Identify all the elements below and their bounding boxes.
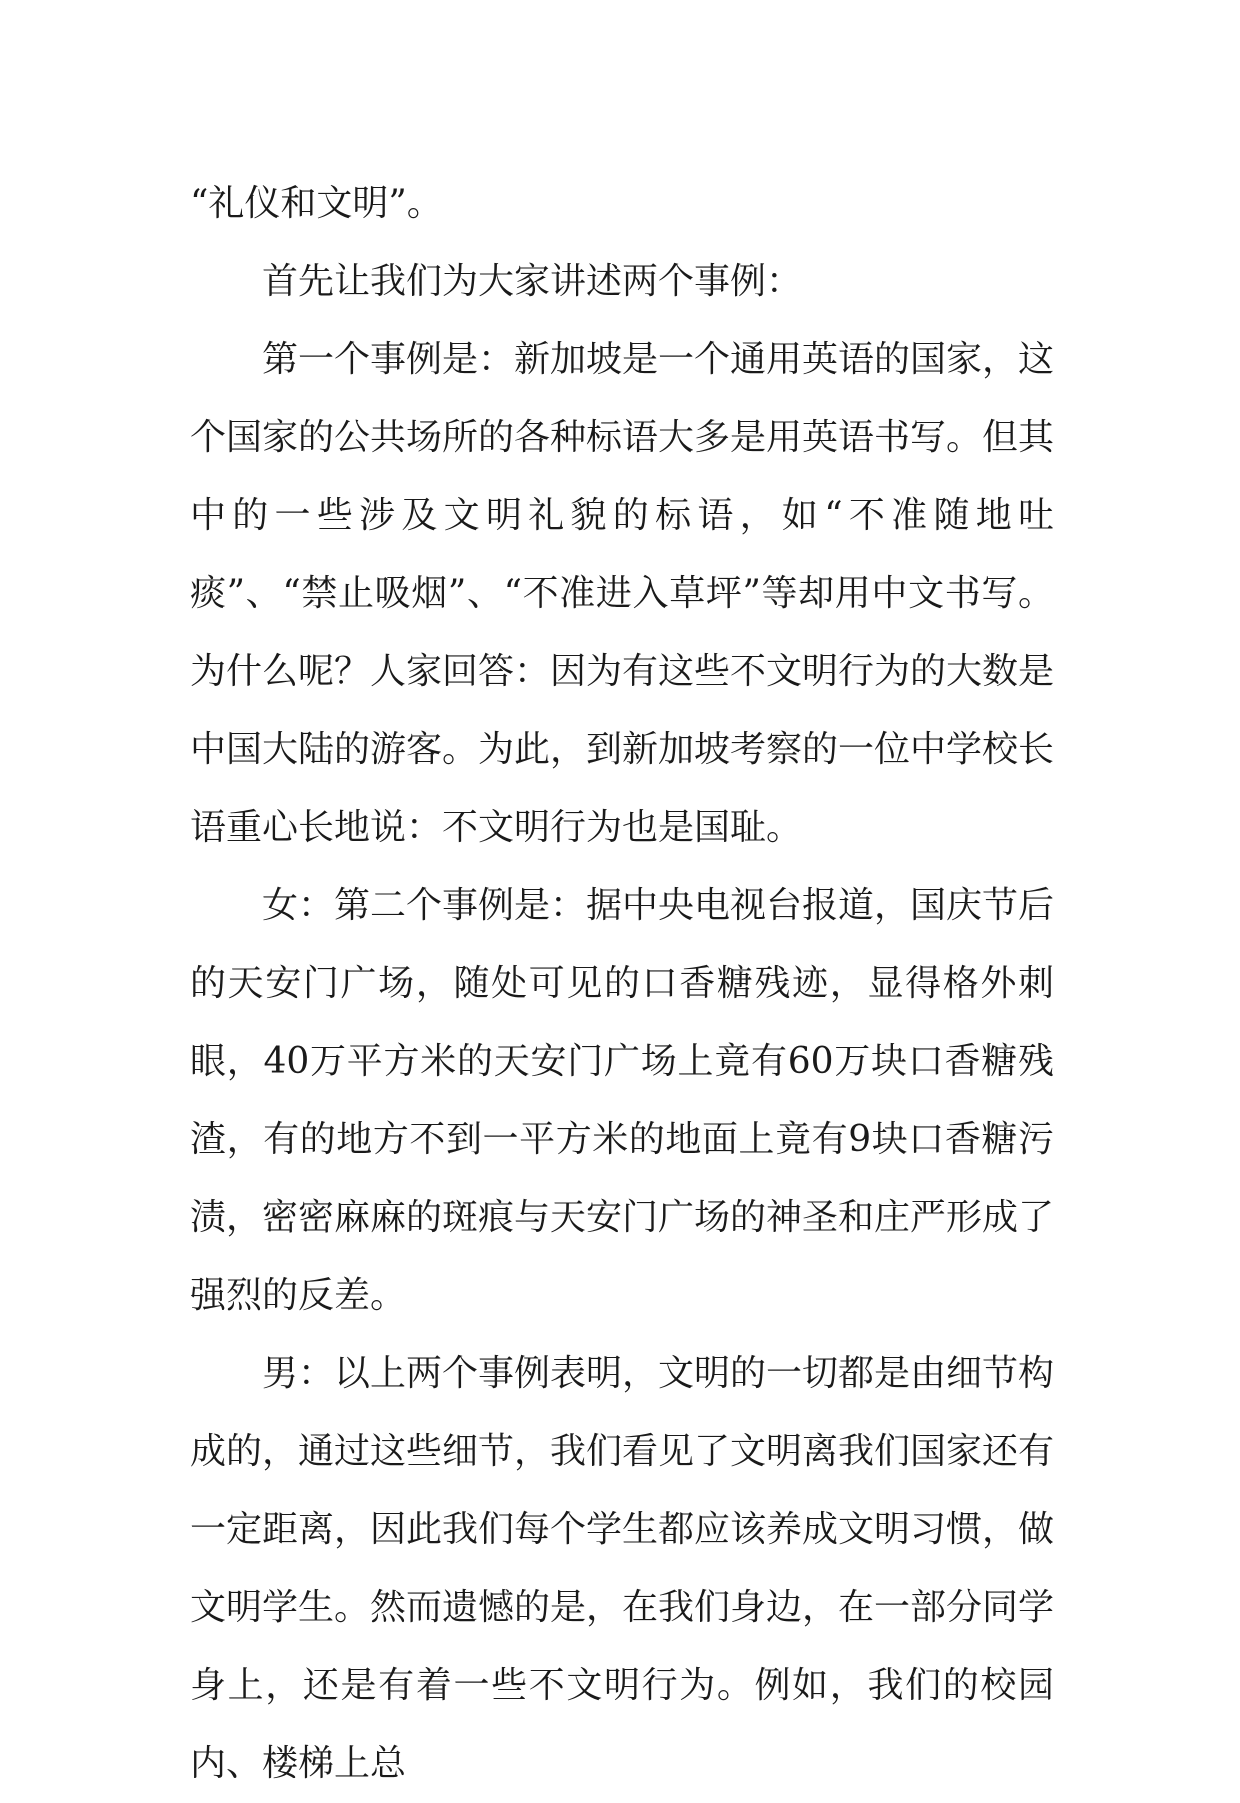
paragraph-intro: 首先让我们为大家讲述两个事例：	[262, 261, 803, 302]
paragraph-conclusion: 男：以上两个事例表明，文明的一切都是由细节构成的，通过这些细节，我们看见了文明离我们国家还有一定距离，因此我们每个学生都应该养成文明习惯，做文明学生。然而遗憾的是，在我们身边，在一部分同学身上，还是有着一些不文明行为。例如，我们的校园内、楼梯上总	[190, 1353, 1055, 1784]
document-body	[190, 165, 1054, 1803]
paragraph-continuation: “礼仪和文明”。	[190, 183, 443, 224]
paragraph-example-two: 女：第二个事例是：据中央电视台报道，国庆节后的天安门广场，随处可见的口香糖残迹，显得格外刺眼，40万平方米的天安门广场上竟有60万块口香糖残渣，有的地方不到一平方米的地面上竟有9块口香糖污渍，密密麻麻的斑痕与天安门广场的神圣和庄严形成了强烈的反差。	[190, 885, 1055, 1316]
paragraph-example-one: 第一个事例是：新加坡是一个通用英语的国家，这个国家的公共场所的各种标语大多是用英语书写。但其中的一些涉及文明礼貌的标语，如“不准随地吐痰”、“禁止吸烟”、“不准进入草坪”等却用中文书写。为什么呢？人家回答：因为有这些不文明行为的大数是中国大陆的游客。为此，到新加坡考察的一位中学校长语重心长地说：不文明行为也是国耻。	[190, 339, 1055, 848]
